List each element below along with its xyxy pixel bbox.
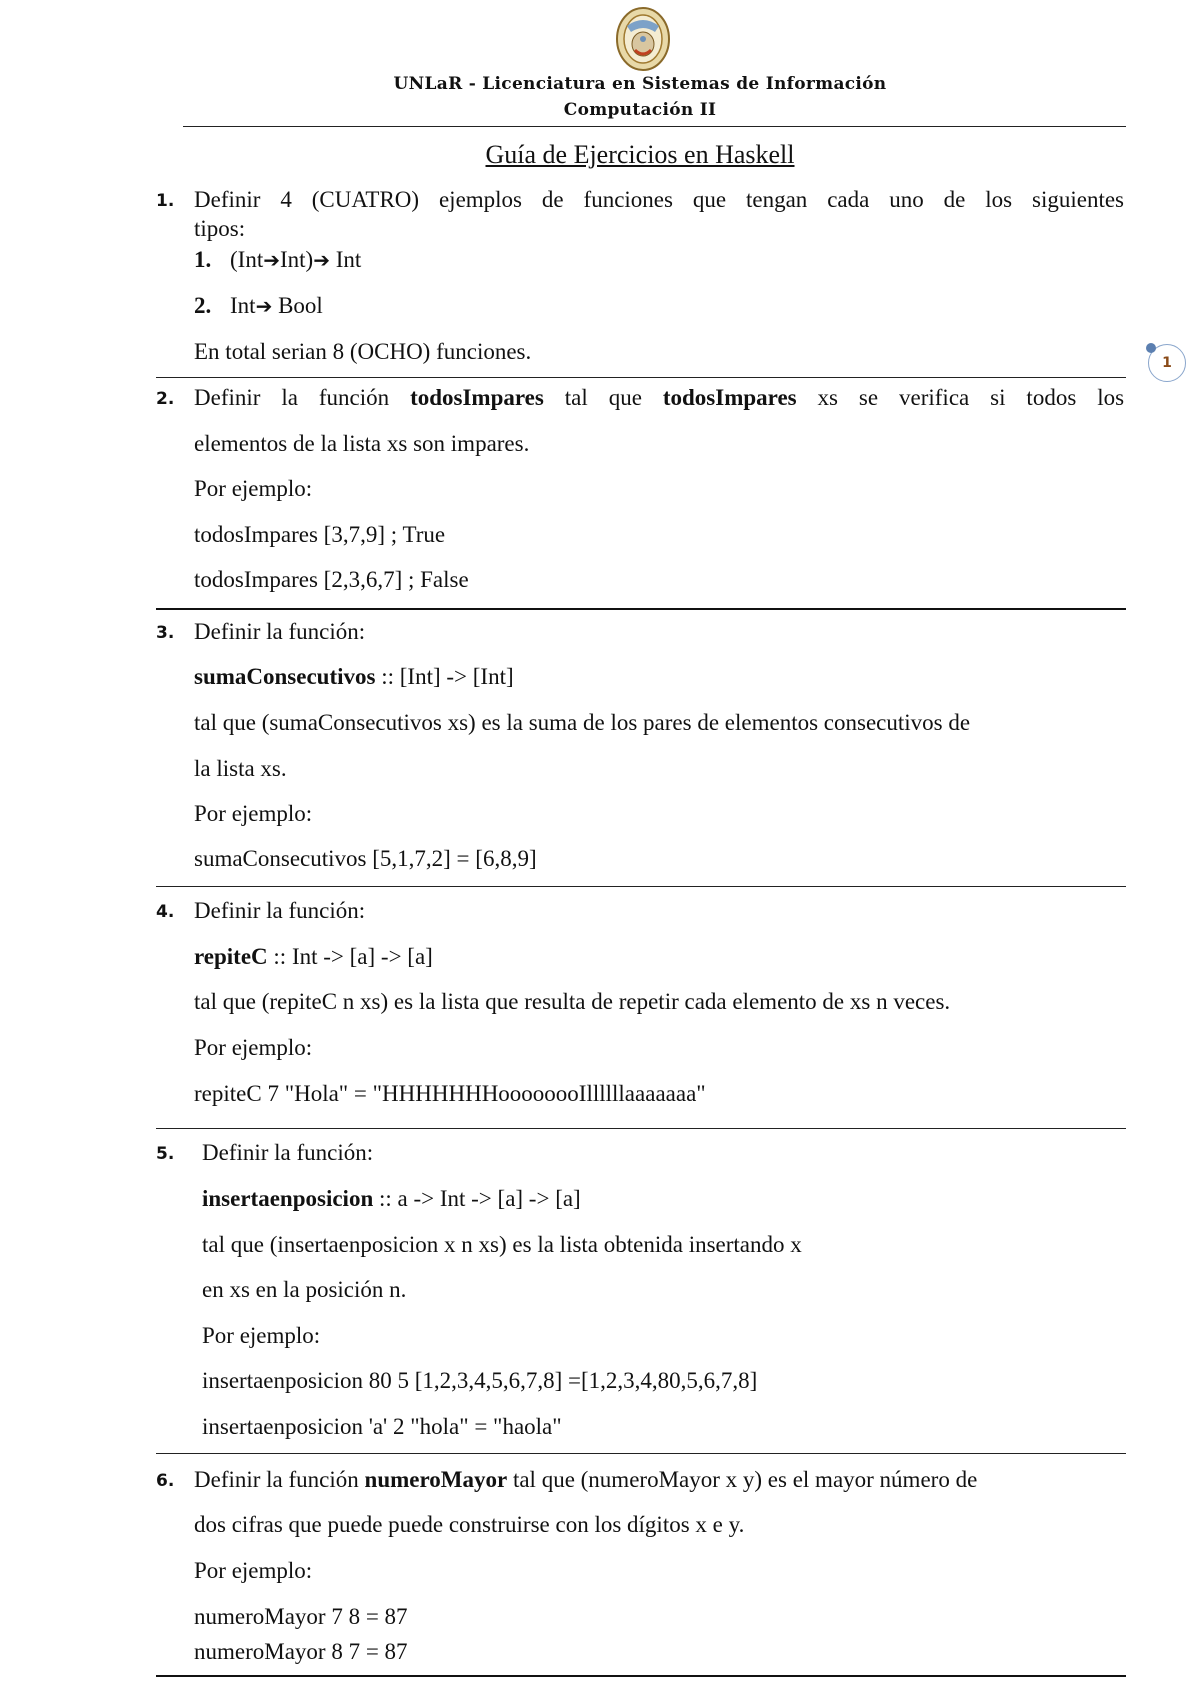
university-seal-icon <box>615 6 671 72</box>
exercise-5-example-label: Por ejemplo: <box>202 1323 321 1348</box>
exercise-4-signature: repiteC :: Int -> [a] -> [a] <box>194 944 433 969</box>
exercise-6-statement-cont: dos cifras que puede puede construirse con los dígitos x e y. <box>194 1512 745 1537</box>
header-divider <box>183 126 1126 127</box>
exercise-1-statement-cont: tipos: <box>194 216 246 241</box>
exercise-2-example-2: todosImpares [2,3,6,7] ; False <box>194 567 469 592</box>
exercise-2-example-label: Por ejemplo: <box>194 476 313 501</box>
comment-anchor-dot[interactable] <box>1146 343 1156 353</box>
exercise-1-number: 1. <box>156 191 175 211</box>
exercise-4-description: tal que (repiteC n xs) es la lista que resulta de repetir cada elemento de xs n veces. <box>194 989 951 1014</box>
header-institution: UNLaR - Licenciatura en Sistemas de Información <box>393 74 887 94</box>
exercise-5-statement: Definir la función: <box>202 1140 374 1165</box>
exercise-3-number: 3. <box>156 623 175 643</box>
exercise-5-signature: insertaenposicion :: a -> Int -> [a] -> [a] <box>202 1186 581 1211</box>
exercise-2-example-1: todosImpares [3,7,9] ; True <box>194 522 446 547</box>
exercise-3-description-cont: la lista xs. <box>194 756 287 781</box>
exercise-1-total: En total serian 8 (OCHO) funciones. <box>194 339 532 364</box>
arrow-right-icon: ➔ <box>263 248 280 272</box>
exercise-4-number: 4. <box>156 902 175 922</box>
arrow-right-icon: ➔ <box>255 294 273 318</box>
exercise-3-example-label: Por ejemplo: <box>194 801 313 826</box>
exercise-6-example-label: Por ejemplo: <box>194 1558 313 1583</box>
exercise-2-statement-cont: elementos de la lista xs son impares. <box>194 431 530 456</box>
exercise-5-description: tal que (insertaenposicion x n xs) es la lista obtenida insertando x <box>202 1232 802 1257</box>
exercise-3-description: tal que (sumaConsecutivos xs) es la suma de los pares de elementos consecutivos de <box>194 710 971 735</box>
type-1-number: 1. <box>194 247 212 272</box>
exercise-4-example-label: Por ejemplo: <box>194 1035 313 1060</box>
exercise-5-example-2: insertaenposicion 'a' 2 "hola" = "haola" <box>202 1414 562 1439</box>
page-title: Guía de Ejercicios en Haskell <box>485 140 795 169</box>
exercise-1-statement: Definir 4 (CUATRO) ejemplos de funciones que tengan cada uno de los siguientes <box>194 187 1124 212</box>
exercise-3-signature: sumaConsecutivos :: [Int] -> [Int] <box>194 664 514 689</box>
exercise-6-example-1: numeroMayor 7 8 = 87 <box>194 1604 408 1629</box>
divider <box>156 608 1126 610</box>
exercise-6-number: 6. <box>156 1471 175 1491</box>
comment-marker[interactable]: 1 <box>1148 344 1186 382</box>
exercise-5-description-cont: en xs en la posición n. <box>202 1277 407 1302</box>
arrow-right-icon: ➔ <box>313 248 330 272</box>
exercise-2-number: 2. <box>156 389 175 409</box>
divider <box>156 1128 1126 1129</box>
header-course: Computación II <box>563 100 717 120</box>
divider <box>156 886 1126 887</box>
exercise-1-type-1: 1. (Int➔Int)➔ Int <box>194 247 362 272</box>
exercise-5-example-1: insertaenposicion 80 5 [1,2,3,4,5,6,7,8] =[1,2,3,4,80,5,6,7,8] <box>202 1368 758 1393</box>
exercise-4-statement: Definir la función: <box>194 898 366 923</box>
divider <box>156 1675 1126 1677</box>
exercise-6-example-2: numeroMayor 8 7 = 87 <box>194 1639 408 1664</box>
divider <box>156 377 1126 378</box>
type-2-number: 2. <box>194 293 212 318</box>
exercise-4-example-1: repiteC 7 "Hola" = "HHHHHHHoooooooIllllllaaaaaaa" <box>194 1081 706 1106</box>
divider <box>156 1453 1126 1454</box>
exercise-2-statement: Definir la función todosImpares tal que todosImpares xs se verifica si todos los <box>194 385 1125 410</box>
exercise-3-example-1: sumaConsecutivos [5,1,7,2] = [6,8,9] <box>194 846 537 871</box>
exercise-5-number: 5. <box>156 1144 175 1164</box>
exercise-3-statement: Definir la función: <box>194 619 366 644</box>
exercise-6-statement: Definir la función numeroMayor tal que (numeroMayor x y) es el mayor número de <box>194 1467 978 1492</box>
exercise-1-type-2: 2. Int➔ Bool <box>194 293 323 318</box>
